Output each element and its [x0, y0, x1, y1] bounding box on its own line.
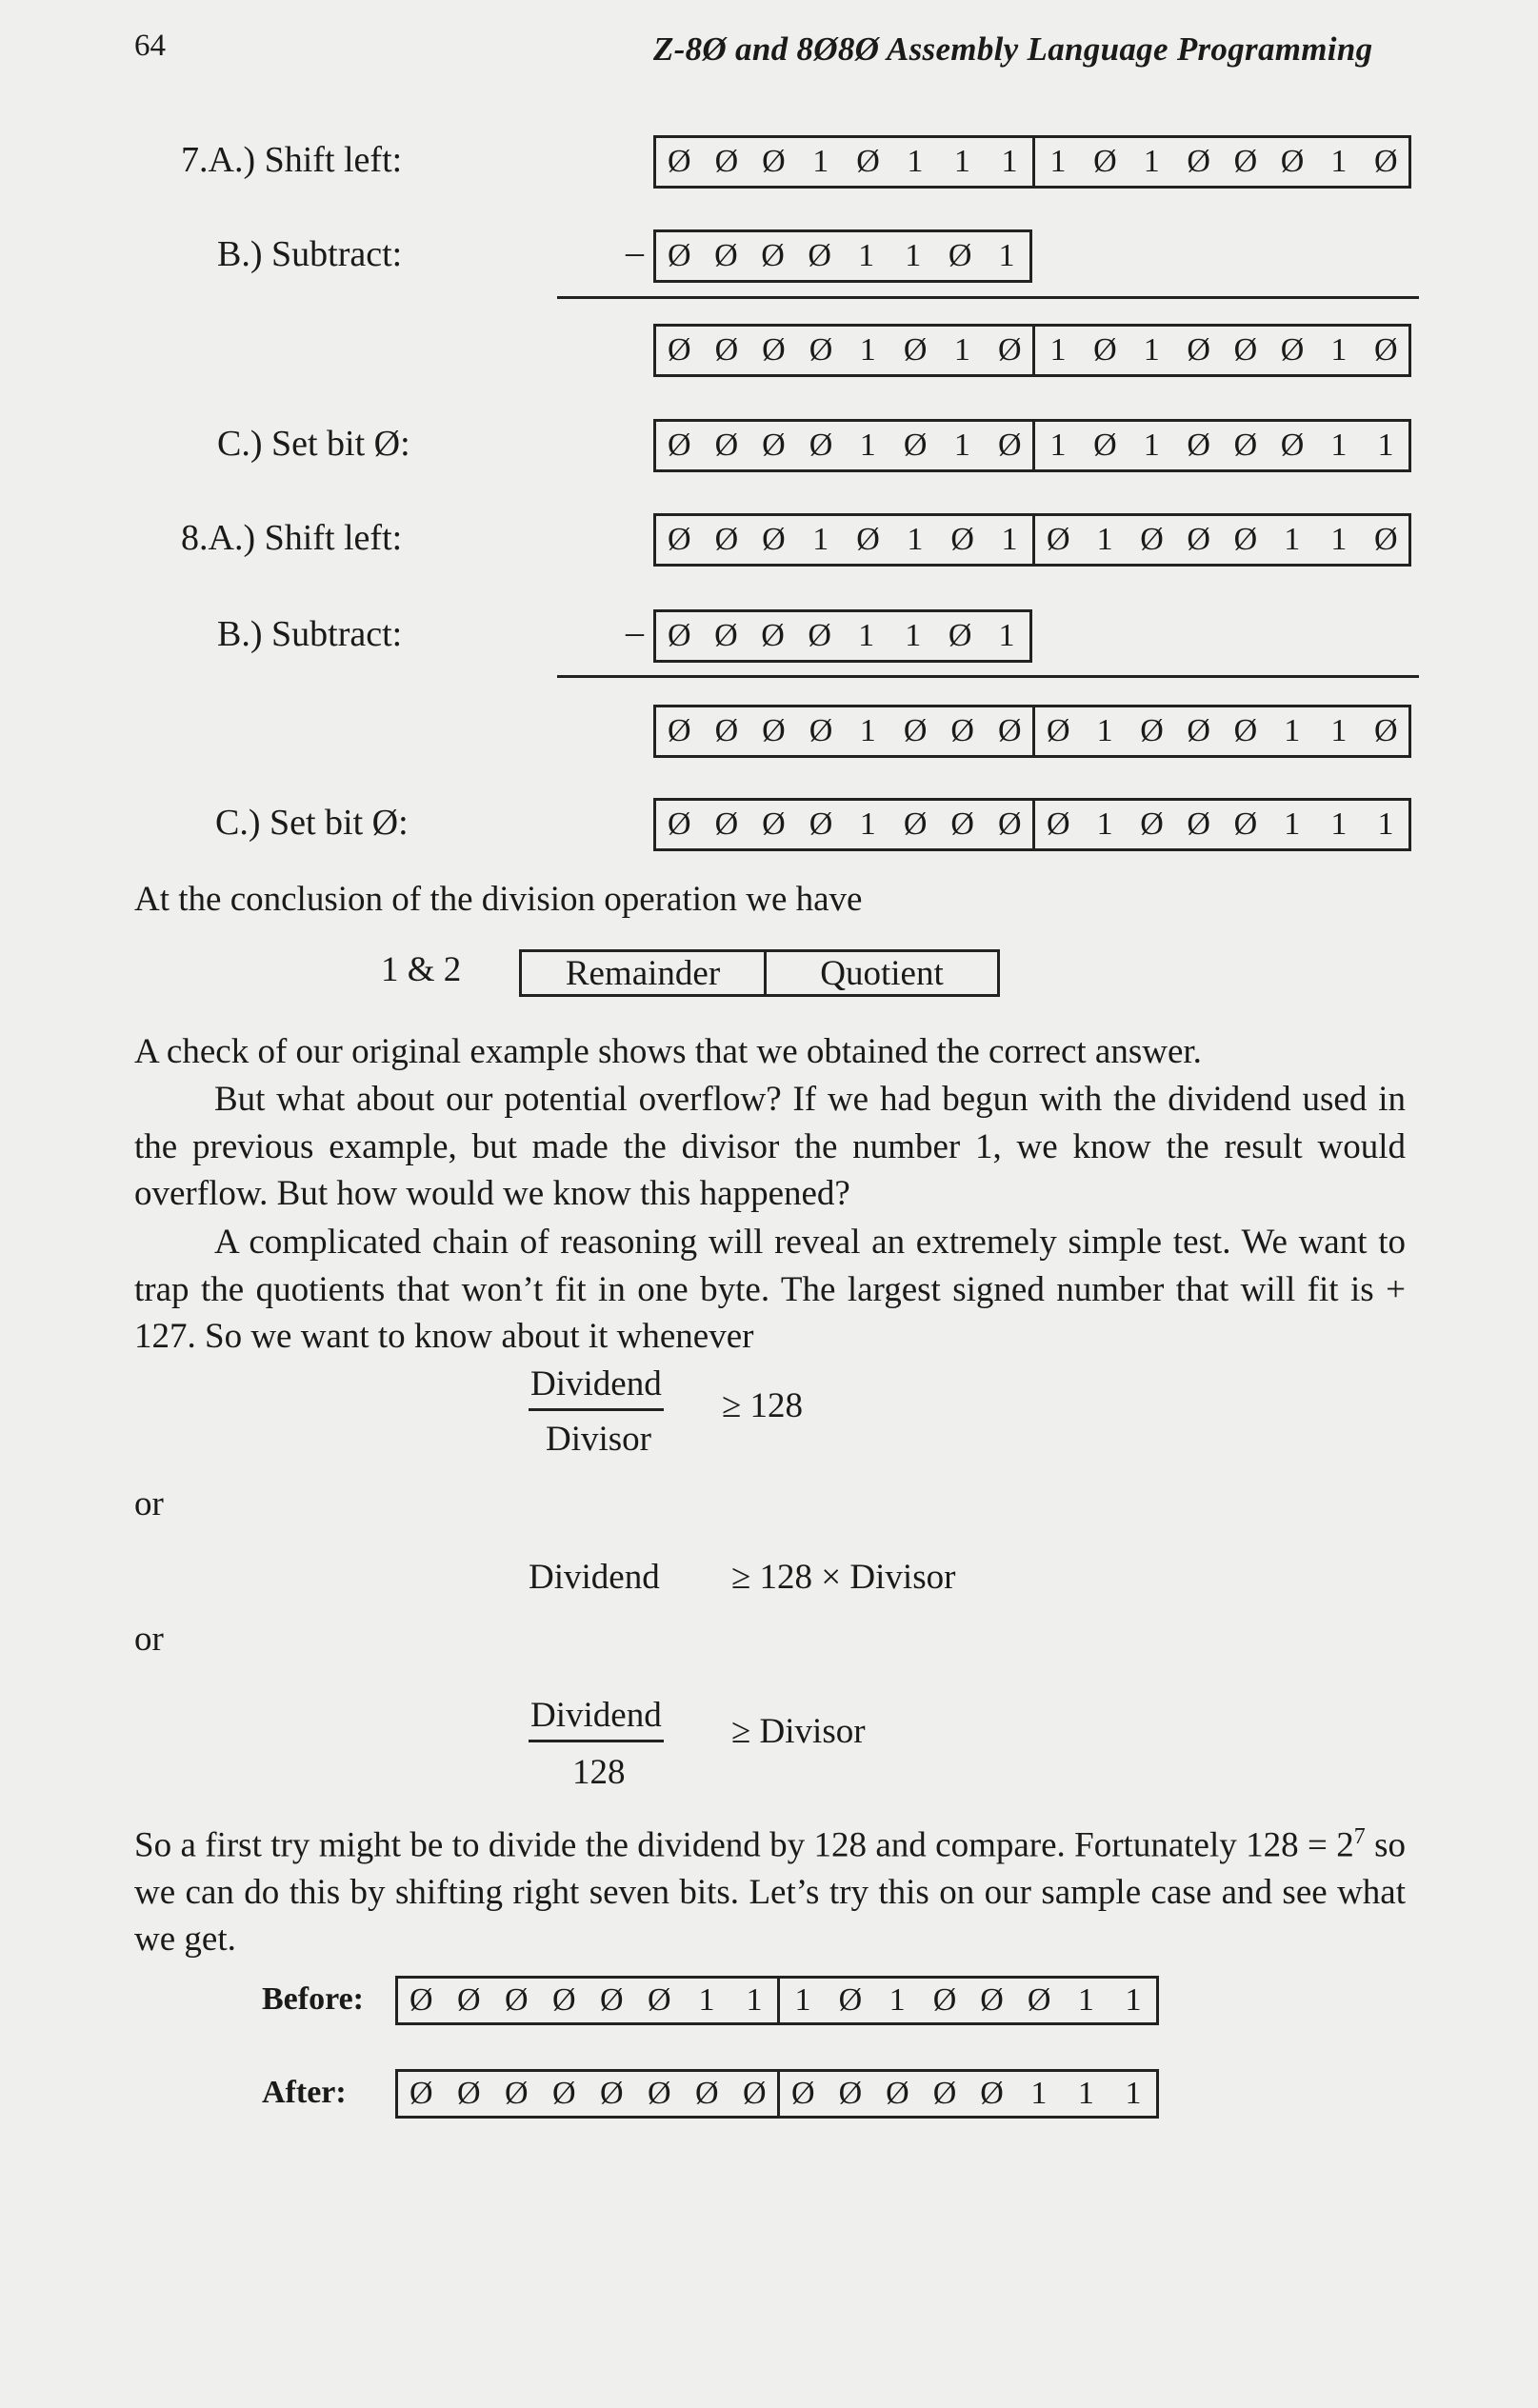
quotient-byte: Quotient	[764, 952, 997, 994]
high-byte	[656, 422, 1032, 469]
paragraph-reasoning: A complicated chain of reasoning will reveal an extremely simple test. We want to trap the quotients that won’t fit in one byte. The largest signed number that will fit is + 127. So we want to know about it whenever	[134, 1223, 1406, 1356]
low-byte	[777, 1979, 1156, 2022]
bit: Ø	[714, 713, 739, 748]
bit: Ø	[457, 2076, 481, 2111]
low-byte	[1032, 707, 1408, 755]
bit: Ø	[714, 332, 739, 368]
bit: Ø	[1280, 332, 1305, 368]
bit: Ø	[762, 144, 786, 179]
bit: Ø	[409, 2076, 433, 2111]
bit: 1	[1284, 806, 1301, 842]
bit: Ø	[1373, 522, 1398, 557]
bit: Ø	[1093, 428, 1117, 463]
bit: Ø	[668, 713, 691, 748]
bit: Ø	[1093, 332, 1117, 368]
low-byte	[1032, 138, 1408, 186]
bit: Ø	[1373, 144, 1398, 179]
bit: Ø	[1187, 522, 1210, 557]
bit: 1	[1049, 332, 1067, 368]
before-label: Before:	[262, 1981, 364, 2017]
bit: 1	[1330, 522, 1348, 557]
high-byte	[656, 138, 1032, 186]
high-byte	[656, 801, 1032, 848]
bit: Ø	[1233, 144, 1258, 179]
low-byte	[777, 2072, 1156, 2116]
bit: 1	[794, 1982, 811, 2018]
bit: Ø	[809, 332, 833, 368]
bit: Ø	[950, 713, 974, 748]
bit: Ø	[600, 1982, 624, 2018]
bit: Ø	[761, 618, 785, 653]
bit: Ø	[903, 332, 928, 368]
bit: 1	[859, 713, 876, 748]
high-byte	[656, 516, 1032, 564]
register-16bit	[653, 324, 1411, 377]
bit: Ø	[980, 2076, 1004, 2111]
bit: 1	[859, 806, 876, 842]
bit: 1	[1143, 332, 1160, 368]
bit: 1	[1049, 428, 1067, 463]
bit: Ø	[668, 618, 691, 653]
bit: 1	[1077, 1982, 1094, 2018]
bit: Ø	[838, 1982, 863, 2018]
bit: 1	[998, 238, 1015, 273]
bit: 1	[907, 522, 924, 557]
bit: Ø	[668, 428, 691, 463]
bit: Ø	[1047, 713, 1070, 748]
bit: 1	[1143, 144, 1160, 179]
minus-sign: –	[626, 232, 644, 272]
bit: 1	[859, 428, 876, 463]
bit: 1	[953, 332, 970, 368]
bit: Ø	[903, 806, 928, 842]
bit: Ø	[1233, 332, 1258, 368]
bit: Ø	[1093, 144, 1117, 179]
remainder-byte: Remainder	[565, 953, 721, 993]
bit: 1	[1330, 806, 1348, 842]
bit: 1	[1330, 144, 1348, 179]
bit: 1	[1096, 713, 1113, 748]
bit: Ø	[1187, 806, 1210, 842]
bit: 1	[905, 618, 922, 653]
low-byte	[1032, 516, 1408, 564]
bit: Ø	[648, 2076, 671, 2111]
bit: Ø	[714, 144, 739, 179]
bit: Ø	[950, 806, 974, 842]
register-16bit	[653, 705, 1411, 758]
conclusion-sentence: At the conclusion of the division operation we have	[134, 880, 863, 919]
bit: Ø	[714, 522, 739, 557]
bit: Ø	[1233, 522, 1258, 557]
eq3-denominator: 128	[572, 1753, 626, 1792]
subtraction-rule	[557, 296, 1419, 299]
bit: Ø	[714, 238, 738, 273]
bit: Ø	[1047, 806, 1070, 842]
bit: Ø	[668, 144, 691, 179]
bit: 1	[1125, 1982, 1142, 2018]
bit: 1	[812, 144, 829, 179]
bit: Ø	[997, 332, 1022, 368]
bit: 1	[1096, 522, 1113, 557]
bit: 1	[907, 144, 924, 179]
after-label: After:	[262, 2075, 347, 2110]
bit: 1	[1330, 713, 1348, 748]
first-try-text-b: so we can do this by shifting right seven bits. Let’s try this on our sample case and see what we get.	[134, 1825, 1406, 1960]
eq2-relation: ≥ 128 × Divisor	[731, 1558, 956, 1597]
high-byte	[398, 1979, 777, 2022]
bit: Ø	[1140, 806, 1164, 842]
eq1-relation: ≥ 128	[722, 1386, 804, 1425]
bit: Ø	[808, 618, 831, 653]
bit: Ø	[1373, 713, 1398, 748]
low-byte	[1032, 801, 1408, 848]
bit: Ø	[762, 806, 786, 842]
eq3-numerator: Dividend	[529, 1695, 664, 1742]
step-label: C.) Set bit Ø:	[215, 803, 409, 843]
bit: 1	[889, 1982, 906, 2018]
bit: Ø	[1187, 428, 1210, 463]
high-byte	[656, 232, 1029, 280]
bit: Ø	[1233, 428, 1258, 463]
bit: Ø	[1140, 522, 1164, 557]
bit: 1	[698, 1982, 715, 2018]
bit: 1	[1049, 144, 1067, 179]
bit: 1	[953, 428, 970, 463]
bit: Ø	[997, 713, 1022, 748]
first-try-text-a: So a first try might be to divide the dividend by 128 and compare. Fortunately 128 = 2	[134, 1825, 1354, 1865]
bit: Ø	[1027, 1982, 1051, 2018]
bit: Ø	[903, 428, 928, 463]
bit: Ø	[714, 806, 739, 842]
bit: Ø	[809, 428, 833, 463]
bit: 1	[1001, 144, 1018, 179]
eq3-relation: ≥ Divisor	[731, 1712, 866, 1751]
step-label: B.) Subtract:	[217, 234, 403, 274]
register-16bit	[653, 135, 1411, 189]
bit: Ø	[1373, 332, 1398, 368]
bit: Ø	[695, 2076, 719, 2111]
paragraph-check: A check of our original example shows that we obtained the correct answer.	[134, 1032, 1202, 1071]
bit: 1	[1001, 522, 1018, 557]
bit: Ø	[1280, 144, 1305, 179]
step-label: C.) Set bit Ø:	[217, 424, 410, 464]
bit: Ø	[505, 1982, 529, 2018]
paragraph-first-try	[134, 1814, 1406, 1963]
bit: Ø	[409, 1982, 433, 2018]
bit: Ø	[1047, 522, 1070, 557]
bit: 1	[1125, 2076, 1142, 2111]
bit: Ø	[714, 428, 739, 463]
bit: Ø	[668, 238, 691, 273]
bit: 1	[1377, 806, 1394, 842]
eq2-left: Dividend	[529, 1558, 660, 1597]
bit: Ø	[791, 2076, 815, 2111]
bit: Ø	[762, 332, 786, 368]
bit: Ø	[600, 2076, 624, 2111]
register-16bit	[653, 229, 1032, 283]
exponent: 7	[1353, 1824, 1366, 1849]
bit: Ø	[1187, 332, 1210, 368]
bit: Ø	[808, 238, 831, 273]
bit: 1	[812, 522, 829, 557]
running-title: Z-8Ø and 8Ø8Ø Assembly Language Programming	[653, 30, 1373, 68]
bit: 1	[859, 332, 876, 368]
bit: 1	[953, 144, 970, 179]
bit: Ø	[505, 2076, 529, 2111]
bit: Ø	[838, 2076, 863, 2111]
bit: 1	[746, 1982, 763, 2018]
bit: Ø	[762, 522, 786, 557]
bit: 1	[905, 238, 922, 273]
bit: Ø	[668, 522, 691, 557]
bit: Ø	[997, 428, 1022, 463]
bit: 1	[858, 618, 875, 653]
step-label: 8.A.) Shift left:	[181, 518, 403, 558]
bit: 1	[1330, 428, 1348, 463]
register-after	[395, 2069, 1159, 2119]
high-byte	[656, 707, 1032, 755]
high-byte	[656, 612, 1029, 660]
bit: Ø	[1233, 806, 1258, 842]
bit: Ø	[762, 713, 786, 748]
bit: 1	[1284, 522, 1301, 557]
bit: Ø	[950, 522, 974, 557]
register-16bit	[653, 609, 1032, 663]
bit: 1	[998, 618, 1015, 653]
step-label: B.) Subtract:	[217, 614, 403, 654]
high-byte	[398, 2072, 777, 2116]
bit: Ø	[668, 806, 691, 842]
eq1-denominator: Divisor	[546, 1420, 651, 1459]
bit: Ø	[457, 1982, 481, 2018]
bit: Ø	[886, 2076, 909, 2111]
bit: Ø	[714, 618, 738, 653]
bit: Ø	[980, 1982, 1004, 2018]
low-byte	[1032, 327, 1408, 374]
bit: 1	[1143, 428, 1160, 463]
register-pair-label: 1 & 2	[381, 950, 462, 989]
bit: Ø	[932, 1982, 957, 2018]
or-connector: or	[134, 1620, 164, 1659]
paragraph-overflow: But what about our potential overflow? If we had begun with the dividend used in the previous example, but made the divisor the number 1, we know the result would overflow. But how would we know this happened?	[134, 1080, 1406, 1213]
bit: Ø	[932, 2076, 957, 2111]
low-byte	[1032, 422, 1408, 469]
bit: 1	[1284, 713, 1301, 748]
bit: 1	[1077, 2076, 1094, 2111]
bit: 1	[1330, 332, 1348, 368]
bit: Ø	[1140, 713, 1164, 748]
bit: Ø	[1233, 713, 1258, 748]
bit: Ø	[668, 332, 691, 368]
high-byte	[656, 327, 1032, 374]
bit: 1	[1030, 2076, 1048, 2111]
bit: Ø	[1280, 428, 1305, 463]
bit: 1	[858, 238, 875, 273]
register-16bit	[653, 513, 1411, 567]
bit: Ø	[1187, 713, 1210, 748]
bit: Ø	[761, 238, 785, 273]
bit: Ø	[809, 713, 833, 748]
page-number: 64	[134, 29, 166, 63]
bit: Ø	[552, 2076, 576, 2111]
bit: Ø	[743, 2076, 767, 2111]
bit: Ø	[1187, 144, 1210, 179]
bit: Ø	[762, 428, 786, 463]
register-16bit	[653, 798, 1411, 851]
subtraction-rule	[557, 675, 1419, 678]
bit: 1	[1377, 428, 1394, 463]
bit: Ø	[809, 806, 833, 842]
register-16bit	[653, 419, 1411, 472]
bit: Ø	[903, 713, 928, 748]
bit: Ø	[948, 618, 972, 653]
or-connector: or	[134, 1484, 164, 1523]
minus-sign: –	[626, 612, 644, 652]
bit: Ø	[552, 1982, 576, 2018]
step-label: 7.A.) Shift left:	[181, 140, 403, 180]
bit: Ø	[648, 1982, 671, 2018]
eq1-numerator: Dividend	[529, 1363, 664, 1411]
bit: Ø	[948, 238, 972, 273]
bit: Ø	[856, 522, 880, 557]
bit: Ø	[997, 806, 1022, 842]
result-register-diagram	[519, 949, 1000, 997]
register-before	[395, 1976, 1159, 2025]
bit: Ø	[856, 144, 880, 179]
bit: 1	[1096, 806, 1113, 842]
